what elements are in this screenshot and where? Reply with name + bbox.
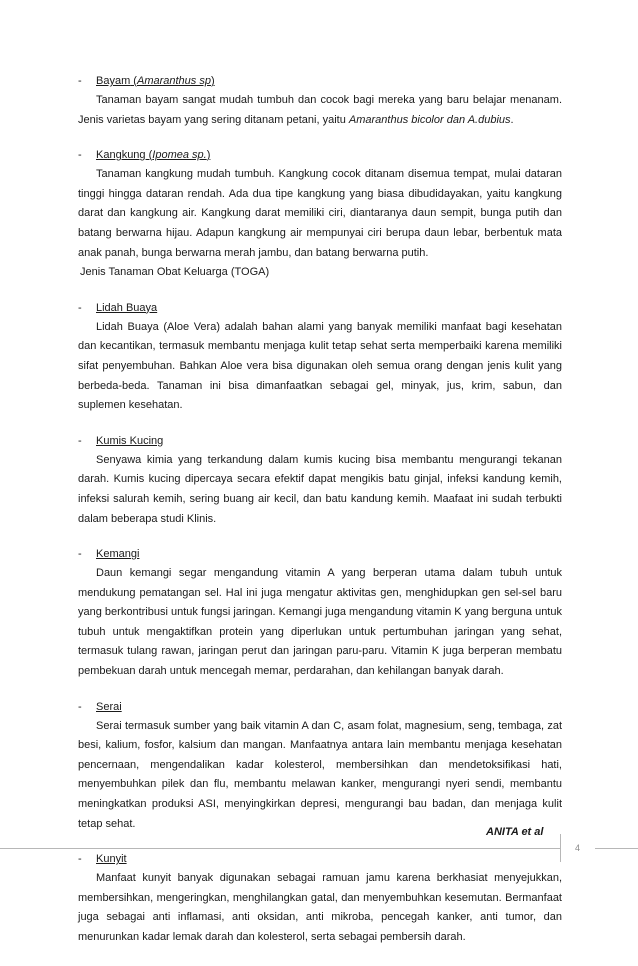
paragraph-kunyit: Manfaat kunyit banyak digunakan sebagai ramuan jamu karena berkhasiat menyejukkan, membersihkan, mengeringkan, menghilangkan gatal, dan menyembuhkan kesemutan. Bermanfaat juga sebagai anti inflamasi, anti oksidan, anti mikroba, pencegah kanker, anti tumor, dan menurunkan kadar lemak darah dan kolesterol, serta sebagai pembersih darah.	[78, 872, 562, 943]
bullet-dash: -	[78, 700, 82, 713]
paragraph-serai: Serai termasuk sumber yang baik vitamin A dan C, asam folat, magnesium, seng, tembaga, zat besi, kalium, fosfor, kalsium dan mangan. Manfaatnya antara lain membantu menjaga kesehatan pencernaan, mengendalikan kadar kolesterol, membersihkan dan mendetoksifikasi hati, menyembuhkan pilek dan flu, membantu melawan kanker, mengurangi nyeri sendi, membantu meningkatkan produksi ASI, menyingkirkan depresi, mengurangi bau badan, dan menjaga kulit tetap sehat.	[78, 719, 562, 830]
heading-serai	[78, 700, 562, 715]
heading-bayam-label: Bayam	[96, 75, 131, 87]
heading-bayam-latin: Amaranthus sp	[136, 75, 211, 87]
section-kunyit	[78, 852, 562, 947]
heading-lidah-buaya	[78, 301, 562, 316]
section-kemangi	[78, 547, 562, 682]
bullet-dash: -	[78, 853, 82, 866]
bullet-dash: -	[78, 301, 82, 314]
section-serai	[78, 700, 562, 835]
heading-kemangi	[78, 547, 562, 562]
footer-author: ANITA et al	[486, 826, 544, 838]
heading-kangkung-latin: Ipomea sp.	[152, 149, 207, 162]
paragraph-bayam-end: .	[510, 113, 514, 126]
heading-kumis-kucing	[78, 434, 562, 449]
heading-kunyit-label: Kunyit	[96, 853, 127, 866]
heading-kunyit	[78, 852, 562, 867]
heading-kemangi-label: Kemangi	[96, 548, 140, 561]
section-kumis-kucing	[78, 434, 562, 529]
heading-serai-label: Serai	[96, 700, 122, 713]
toga-heading: Jenis Tanaman Obat Keluarga (TOGA)	[80, 266, 270, 279]
heading-kangkung-label: Kangkung	[96, 149, 146, 162]
heading-kangkung-name: Kangkung (Ipomea sp.)	[96, 149, 211, 162]
section-kangkung	[78, 148, 562, 263]
heading-kumis-kucing-label: Kumis Kucing	[96, 434, 164, 447]
bullet-dash: -	[78, 434, 82, 447]
heading-bayam-name: Bayam (Amaranthus sp)	[96, 75, 215, 87]
paragraph-bayam-text: Tanaman bayam sangat mudah tumbuh dan cocok bagi mereka yang baru belajar menanam. Jenis varietas bayam yang sering ditanam petani, yaitu	[78, 94, 562, 126]
bullet-dash: -	[78, 149, 82, 162]
section-bayam	[78, 74, 562, 130]
paragraph-kemangi: Daun kemangi segar mengandung vitamin A yang berperan utama dalam tubuh untuk mendukung pematangan sel. Hal ini juga mengatur aktivitas gen, menghidupkan gen sel-sel baru yang berkontribusi untuk fungsi jaringan. Kemangi juga mengandung vitamin K yang berguna untuk tubuh untuk mengaktifkan protein yang diperlukan untuk pertumbuhan jaringan yang sehat, termasuk tulang rawan, jaringan perut dan jaringan paru-paru. Vitamin K juga berperan membatu pembekuan darah untuk mencegah memar, perdarahan, dan kehilangan banyak darah.	[78, 567, 562, 678]
paragraph-lidah-buaya: Lidah Buaya (Aloe Vera) adalah bahan alami yang banyak memiliki manfaat bagi kesehatan dan kecantikan, termasuk membantu menjaga kulit tetap sehat serta memperbaiki karena memiliki sifat penyembuhan. Bahkan Aloe vera bisa digunakan oleh semua orang dengan jenis kulit yang berbeda-beda. Tanaman ini bisa dimanfaatkan sebagai gel, minyak, jus, krim, sabun, dan suplemen kesehatan.	[78, 320, 562, 412]
paragraph-kangkung: Tanaman kangkung mudah tumbuh. Kangkung cocok ditanam disemua tempat, mulai dataran tinggi hingga dataran rendah. Ada dua tipe kangkung yang biasa dibudidayakan, yaitu kangkung darat dan kangkung air. Kangkung darat memiliki ciri, diantaranya daun sempit, bunga putih dan batang berwarna hijau. Adapun kangkung air mempunyai ciri berupa daun lebar, berbentuk mata anak panah, bunga berwarna merah jambu, dan batang berwarna putih.	[78, 168, 562, 259]
footer-divider	[0, 848, 638, 849]
section-lidah-buaya	[78, 301, 562, 416]
paragraph-kumis-kucing: Senyawa kimia yang terkandung dalam kumis kucing bisa membantu mengurangi tekanan darah. Kumis kucing dipercaya secara efektif dapat mengikis batu ginjal, infeksi kandung kemih, infeksi salurah kemih, sering buang air kecil, dan batu kandung kemih. Maafaat ini sudah terbukti dalam beberapa studi Klinis.	[78, 453, 562, 525]
heading-bayam	[78, 74, 562, 89]
bullet-dash: -	[78, 75, 82, 87]
bullet-dash: -	[78, 548, 82, 561]
paragraph-bayam	[78, 91, 562, 130]
heading-lidah-buaya-label: Lidah Buaya	[96, 301, 158, 314]
heading-kangkung	[78, 148, 562, 163]
page-number: 4	[575, 843, 581, 853]
paragraph-bayam-italic: Amaranthus bicolor dan A.dubius	[348, 113, 511, 126]
